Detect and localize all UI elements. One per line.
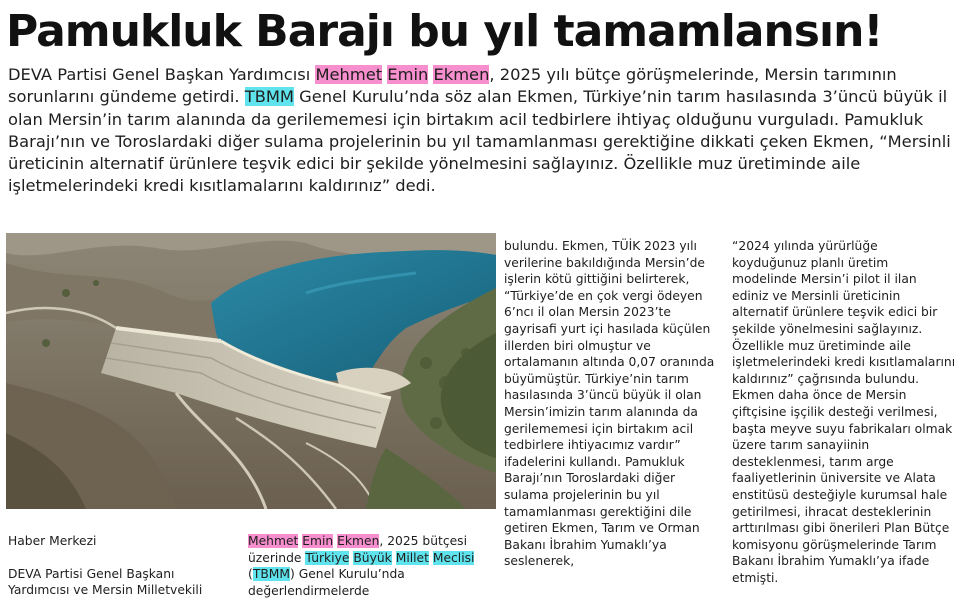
lead-name-middle: Emin	[387, 65, 429, 84]
dam-photo	[6, 233, 496, 509]
headline: Pamukluk Barajı bu yıl tamamlansın!	[6, 6, 883, 57]
lead-name-last: Ekmen	[433, 65, 490, 84]
news-source: Haber Merkezi	[8, 534, 97, 548]
lead-name-first: Mehmet	[315, 65, 383, 84]
caption-name-middle: Emin	[302, 534, 334, 548]
lead-text-1: DEVA Partisi Genel Başkan Yardımcısı	[8, 65, 316, 84]
caption-assembly-1: Türkiye	[305, 550, 350, 565]
lead-text-2: , 2025 yılı bütçe görüşmelerinde, Mersin tarımının sorunlarını gündeme getirdi.	[8, 65, 897, 107]
lead-paragraph	[8, 64, 954, 198]
caption-text-1: , 2025 bütçesi üzerinde	[248, 534, 467, 565]
article-column-3: bulundu. Ekmen, TÜİK 2023 yılı verilerine bakıldığında Mersin’de işlerin kötü gittiğini belirterek, “Türkiye’de en çok vergi ödeyen 6’ncı il olan Mersin 2023’te gayrisafi yurt içi hasılada küçülen illerden biri olmuştur ve ortalamanın altında 0,07 oranında büyümüştür. Türkiye’nin tarım hasılasında 3’üncü büyük il olan Mersin’imizin tarım alanında da gerilememesi için birtakım acil tedbirlere ihtiyacımız vardır” ifadelerini kullandı. Pamukluk Barajı’nın Toroslardaki diğer sulama projelerinin bu yıl tamamlanması gerektiğini dile getiren Ekmen, Tarım ve Orman Bakanı İbrahim Yumaklı’ya seslenerek,	[504, 239, 715, 569]
lead-text-3: Genel Kurulu’nda söz alan Ekmen, Türkiye’nin tarım hasılasında 3’üncü büyük il olan Mersin’in tarım alanında da gerilememesi için birtakım acil tedbirlere ihtiyaç olduğunu vurguladı. Pamukluk Barajı’nın ve Toroslardaki diğer sulama projelerinin bu yıl tamamlanması gerektiğine dikkati çeken Ekmen, “Mersinli üreticinin alternatif ürünlere teşvik edici bir şekilde yönelmesini sağlayınız. Özellikle muz üretiminde aile işletmelerindeki kredi kısıtlamalarını kaldırınız” dedi.	[8, 87, 951, 196]
caption-assembly-3: Millet	[395, 550, 429, 565]
photo-caption-text	[248, 533, 493, 599]
caption-text-3: ) Genel Kurulu’nda değerlendirmelerde	[248, 567, 405, 598]
byline-column	[8, 533, 236, 599]
caption-name-first: Mehmet	[248, 534, 299, 548]
lead-tbmm: TBMM	[244, 87, 294, 107]
caption-assembly-2: Büyük	[353, 550, 392, 565]
photo-caption-title: DEVA Partisi Genel Başkanı Yardımcısı ve Mersin Milletvekili	[8, 566, 203, 598]
dam-photo-illustration	[6, 233, 496, 509]
caption-assembly-4: Meclisi	[432, 550, 475, 565]
article-column-4: “2024 yılında yürürlüğe koyduğunuz planlı üretim modelinde Mersin’i pilot il ilan ediniz ve Mersinli üreticinin alternatif ürünlere teşvik edici bir şekilde yönelmesini sağlayınız. Özellikle muz üretiminde aile işletmelerindeki kredi kısıtlamalarını kaldırınız” çağrısında bulundu. Ekmen daha önce de Mersin çiftçisine işçilik desteği verilmesi, başta meyve suyu fabrikaları olmak üzere tarım sanayiinin desteklenmesi, tarım arge faaliyetlerinin üniversite ve Alata enstitüsü desteğiyle kurumsal hale getirilmesi, ihracat desteklerinin arttırılması gibi önerileri Plan Bütçe komisyonu görüşmelerinde Tarım Bakanı İbrahim Yumaklı’ya ifade etmişti.	[732, 239, 956, 585]
caption-tbmm: TBMM	[252, 567, 290, 582]
caption-name-last: Ekmen	[337, 534, 380, 548]
caption-text-2: (	[248, 567, 253, 582]
